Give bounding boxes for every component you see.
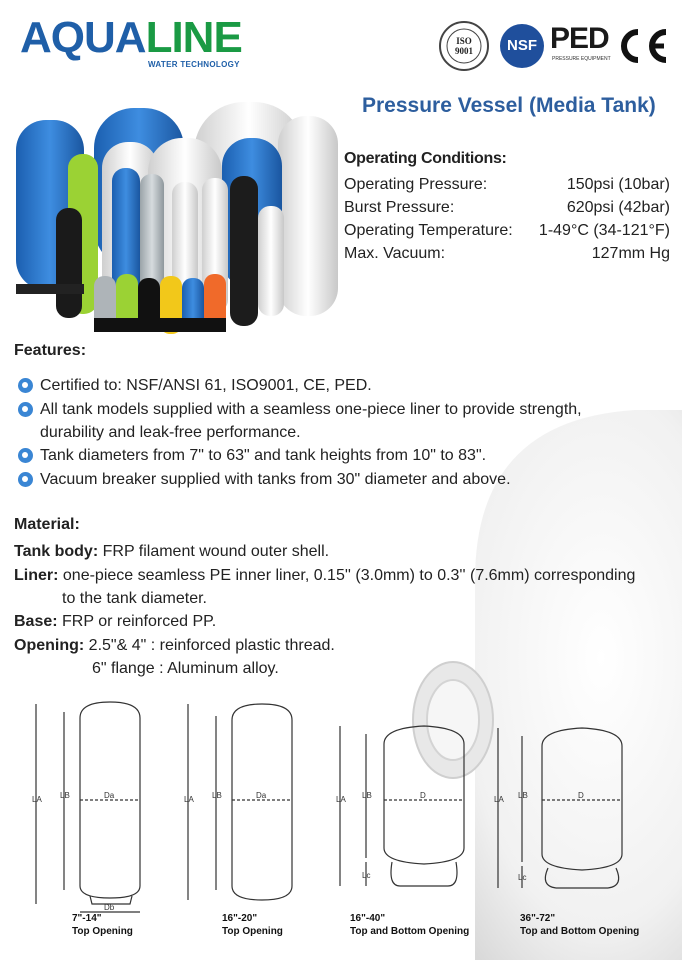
drawing-label-la: LA (32, 795, 42, 804)
material-heading: Material: (14, 516, 80, 533)
drawing-label-d: D (420, 791, 426, 800)
material-liner-cont: to the tank diameter. (62, 590, 207, 607)
svg-text:ISO: ISO (456, 36, 472, 46)
operating-value: 1-49°C (34-121°F) (538, 222, 670, 239)
svg-text:9001: 9001 (455, 46, 473, 56)
ped-subtitle: PRESSURE EQUIPMENT (552, 56, 611, 62)
drawing-label-la: LA (184, 795, 194, 804)
certification-badges (438, 18, 670, 72)
iso-9001-seal (438, 20, 490, 72)
drawing-label-db: Db (104, 903, 115, 912)
aqualine-logo: AQUALINE WATER TECHNOLOGY (20, 13, 242, 69)
bullet-icon (18, 402, 33, 417)
drawing-caption: 7"-14" Top Opening (72, 913, 133, 937)
operating-label: Burst Pressure: (344, 199, 455, 216)
operating-conditions-heading: Operating Conditions: (344, 150, 507, 167)
material-liner: Liner: one-piece seamless PE inner liner, 0.15'' (3.0mm) to 0.3'' (7.6mm) corresponding (14, 567, 636, 584)
operating-row (344, 174, 670, 196)
logo-tagline: WATER TECHNOLOGY (148, 60, 240, 69)
drawing-label-lc: Lc (362, 871, 371, 880)
material-tank-body: Tank body: FRP filament wound outer shell. (14, 543, 330, 560)
ce-mark (614, 26, 670, 66)
operating-row (344, 220, 670, 242)
operating-row (344, 243, 670, 265)
feature-item: Vacuum breaker supplied with tanks from 30" diameter and above. (18, 468, 658, 491)
drawing-label-d: D (578, 791, 584, 800)
drawing-label-la: LA (494, 795, 504, 804)
feature-item: All tank models supplied with a seamless one-piece liner to provide strength, durability and leak-free performance. (18, 398, 658, 444)
material-opening-cont: 6" flange : Aluminum alloy. (92, 660, 279, 677)
material-base: Base: FRP or reinforced PP. (14, 613, 217, 630)
drawing-label-d: Da (256, 791, 267, 800)
drawing-label-lb: LB (212, 791, 222, 800)
feature-item: Tank diameters from 7" to 63" and tank heights from 10" to 83". (18, 444, 658, 467)
tank-product-photo (12, 98, 342, 340)
features-heading: Features: (14, 342, 87, 359)
operating-row (344, 197, 670, 219)
operating-label: Operating Temperature: (344, 222, 513, 239)
drawing-label-lb: LB (362, 791, 372, 800)
drawing-caption: 36"-72" Top and Bottom Opening (520, 913, 640, 937)
drawing-caption: 16"-20" Top Opening (222, 913, 283, 937)
drawing-label-lb: LB (60, 791, 70, 800)
feature-item: Certified to: NSF/ANSI 61, ISO9001, CE, PED. (18, 374, 658, 397)
bullet-icon (18, 472, 33, 487)
ped-mark: PED (550, 22, 609, 55)
operating-value: 150psi (10bar) (566, 176, 670, 193)
operating-value: 620psi (42bar) (566, 199, 670, 216)
operating-label: Operating Pressure: (344, 176, 488, 193)
bullet-icon (18, 448, 33, 463)
material-opening: Opening: 2.5"& 4" : reinforced plastic thread. (14, 637, 335, 654)
drawing-label-d: Da (104, 791, 115, 800)
nsf-badge: NSF (500, 24, 544, 68)
bullet-icon (18, 378, 33, 393)
drawing-label-lc: Lc (518, 873, 527, 882)
operating-label: Max. Vacuum: (344, 245, 446, 262)
operating-value: 127mm Hg (591, 245, 670, 262)
drawing-label-lb: LB (518, 791, 528, 800)
drawing-caption: 16"-40" Top and Bottom Opening (350, 913, 470, 937)
page-title: Pressure Vessel (Media Tank) (362, 94, 656, 117)
drawing-label-la: LA (336, 795, 346, 804)
